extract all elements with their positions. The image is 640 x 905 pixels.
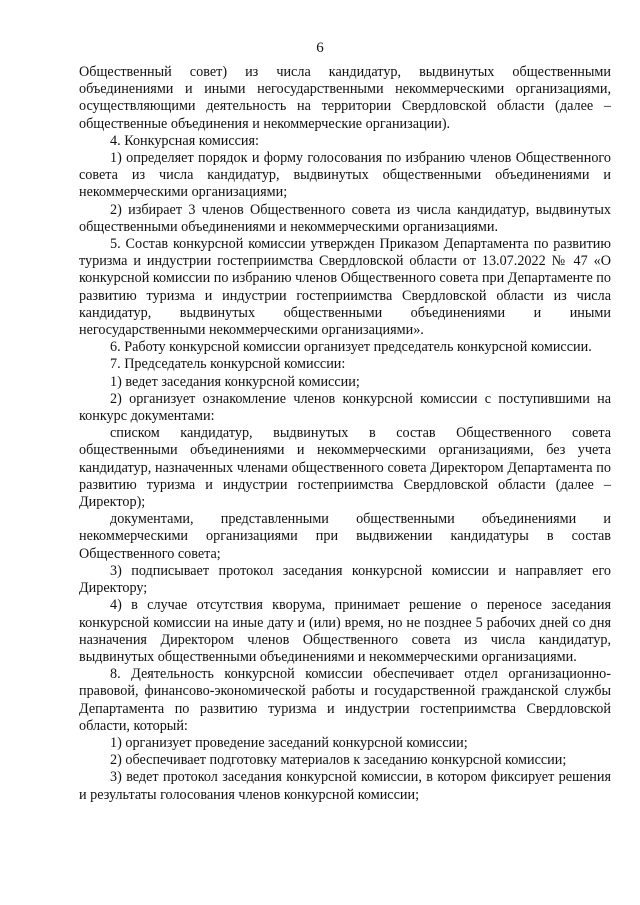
document-body [79,64,611,804]
paragraph: 2) обеспечивает подготовку материалов к заседанию конкурсной комиссии; [110,752,567,769]
paragraph: списком кандидатур, выдвинутых в состав Общественного совета общественными объединениями и некоммерческими организациями, без учета кандидатур, назначенных членами общественного совета Директором Департамента по развитию туризма и индустрии гостеприимства Свердловской области (далее – Директор); [79,425,611,511]
paragraph: 5. Состав конкурсной комиссии утвержден Приказом Департамента по развитию туризма и индустрии гостеприимства Свердловской области от 13.07.2022 № 47 «О конкурсной комиссии по избранию членов Общественного совета при Департаменте по развитию туризма и индустрии гостеприимства Свердловской области из числа кандидатур, выдвинутых общественными объединениями и иными негосударственными некоммерческими организациями». [79,236,611,339]
paragraph: 3) ведет протокол заседания конкурсной комиссии, в котором фиксирует решения и результаты голосования членов конкурсной комиссии; [79,769,611,803]
paragraph: Общественный совет) из числа кандидатур, выдвинутых общественными объединениями и иными негосударственными некоммерческими организациями, осуществляющими деятельность на территории Свердловской области (далее – общественные объединения и некоммерческие организации). [79,64,611,132]
paragraph: 4) в случае отсутствия кворума, принимает решение о переносе заседания конкурсной комиссии на иные дату и (или) время, но не позднее 5 рабочих дней со дня назначения Директором членов Общественного совета из числа кандидатур, выдвинутых общественными объединениями и некоммерческими организациями. [79,597,611,665]
paragraph: 6. Работу конкурсной комиссии организует председатель конкурсной комиссии. [110,339,592,356]
paragraph: 7. Председатель конкурсной комиссии: [110,356,346,373]
paragraph: документами, представленными общественными объединениями и некоммерческими организациями при выдвижении кандидатуры в состав Общественного совета; [79,511,611,562]
paragraph: 2) избирает 3 членов Общественного совета из числа кандидатур, выдвинутых общественными объединениями и некоммерческими организациями. [79,201,611,235]
paragraph: 1) ведет заседания конкурсной комиссии; [110,373,360,390]
paragraph: 1) определяет порядок и форму голосования по избранию членов Общественного совета из числа кандидатур, выдвинутых общественными объединениями и некоммерческими организациями; [79,150,611,201]
page-number: 6 [316,40,324,56]
paragraph: 2) организует ознакомление членов конкурсной комиссии с поступившими на конкурс документами: [79,390,611,425]
paragraph: 4. Конкурсная комиссия: [110,132,259,149]
paragraph: 3) подписывает протокол заседания конкурсной комиссии и направляет его Директору; [79,562,611,597]
paragraph: 1) организует проведение заседаний конкурсной комиссии; [110,734,468,751]
paragraph: 8. Деятельность конкурсной комиссии обеспечивает отдел организационно-правовой, финансово-экономической работы и государственной гражданской службы Департамента по развитию туризма и индустрии гостеприимства Свердловской области, который: [79,666,611,734]
